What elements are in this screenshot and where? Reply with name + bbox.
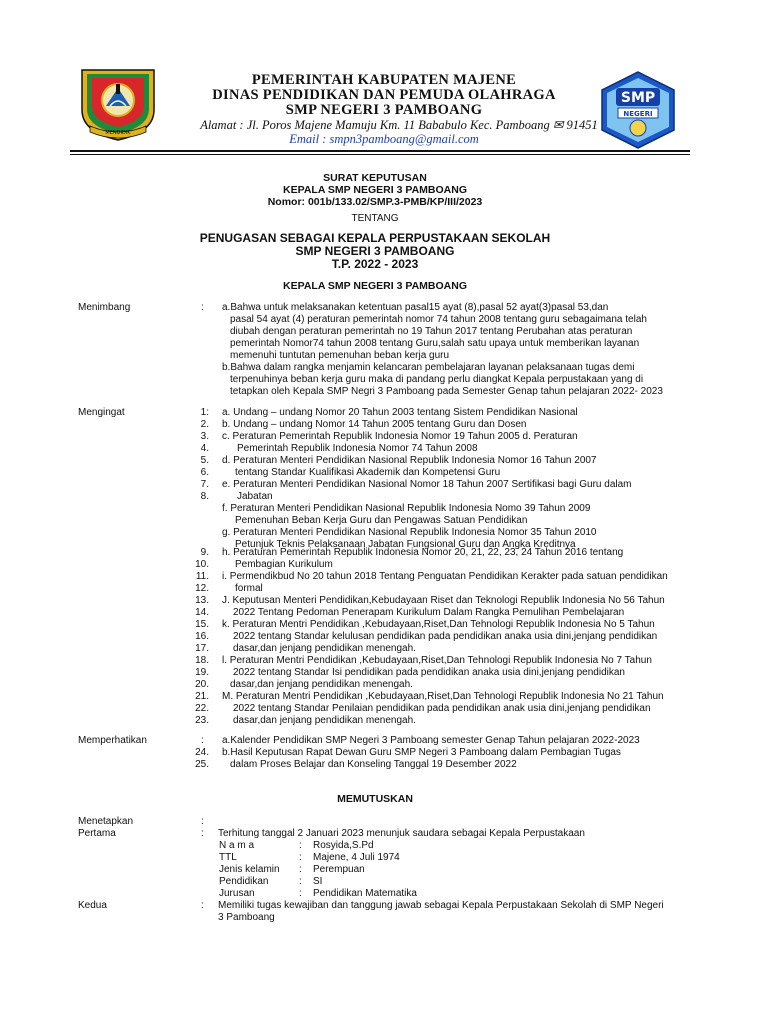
- mengingat-line: dasar,dan jenjang pendidikan menengah.: [230, 679, 413, 690]
- mengingat-line: Petunjuk Teknis Pelaksanaan Jabatan Fungsional Guru dan Angka Kreditnya: [235, 539, 576, 550]
- detail-value: Majene, 4 Juli 1974: [313, 852, 400, 863]
- mengingat-line: Jabatan: [237, 491, 273, 502]
- mengingat-num: 18.: [195, 655, 209, 666]
- mengingat-line: dasar,dan jenjang pendidikan menengah.: [233, 643, 416, 654]
- kop-email: Email : smpn3pamboang@gmail.com: [289, 132, 479, 146]
- subject-line2: SMP NEGERI 3 PAMBOANG: [295, 244, 455, 258]
- detail-colon: :: [299, 888, 302, 899]
- mengingat-line: k. Peraturan Mentri Pendidikan ,Kebudayaan,Riset,Dan Tehnologi Republik Indonesia No 5 Tahun: [222, 619, 655, 630]
- mengingat-num: 17.: [195, 643, 209, 654]
- memperhatikan-num: 24.: [195, 747, 209, 758]
- memperhatikan-colon: :: [201, 735, 204, 746]
- mengingat-num: 15.: [195, 619, 209, 630]
- kop-alamat: Alamat : Jl. Poros Majene Mamuju Km. 11 Bababulo Kec. Pamboang ✉ 91451: [200, 118, 598, 132]
- majene-logo-text: MENDIDIK: [105, 130, 131, 136]
- mengingat-num: 22.: [195, 703, 209, 714]
- mengingat-line: 2022 tentang Standar kelulusan pendidikan pada pendidikan anaka usia dini,jenjang pendidikan: [233, 631, 658, 642]
- mengingat-line: formal: [235, 583, 263, 594]
- kop-rule-thick: [70, 150, 690, 152]
- mengingat-line: h. Peraturan Pemerintah Republik Indonesia Nomor 20, 21, 22, 23, 24 Tahun 2016 tentang: [222, 547, 624, 558]
- mengingat-line: a. Undang – undang Nomor 20 Tahun 2003 tentang Sistem Pendidikan Nasional: [222, 407, 578, 418]
- memperhatikan-line: b.Hasil Keputusan Rapat Dewan Guru SMP Negeri 3 Pamboang dalam Pembagian Tugas: [222, 747, 621, 758]
- memperhatikan-num: 25.: [195, 759, 209, 770]
- mengingat-num: 12.: [195, 583, 209, 594]
- menimbang-label: Menimbang: [78, 302, 131, 313]
- mengingat-line: Pembagian Kurikulum: [235, 559, 333, 570]
- mengingat-num: 4.: [200, 443, 209, 454]
- menimbang-line: pemerintah Nomor74 tahun 2008 tentang Guru,salah satu upaya untuk memberikan layanan: [230, 338, 640, 349]
- kedua-colon: :: [201, 900, 204, 911]
- mengingat-num: 5.: [200, 455, 209, 466]
- detail-colon: :: [299, 840, 302, 851]
- title-by: KEPALA SMP NEGERI 3 PAMBOANG: [283, 280, 467, 292]
- menimbang-line: pasal 54 ayat (4) peraturan pemerintah nomor 74 tahun 2008 tentang guru sebagaimana telah: [230, 314, 647, 325]
- mengingat-num: 3.: [200, 431, 209, 442]
- mengingat-line: e. Peraturan Menteri Pendidikan Nasional Nomor 18 Tahun 2007 Sertifikasi bagi Guru dalam: [222, 479, 632, 490]
- menetapkan-colon: :: [201, 816, 204, 827]
- detail-value: Pendidikan Matematika: [313, 888, 417, 899]
- mengingat-num: 9.: [200, 547, 209, 558]
- memperhatikan-line: dalam Proses Belajar dan Konseling Tanggal 19 Desember 2022: [230, 759, 517, 770]
- detail-colon: :: [299, 852, 302, 863]
- mengingat-line: l. Peraturan Mentri Pendidikan ,Kebudayaan,Riset,Dan Tehnologi Republik Indonesia No 7 Tahun: [222, 655, 652, 666]
- mengingat-line: c. Peraturan Pemerintah Republik Indonesia Nomor 19 Tahun 2005 d. Peraturan: [222, 431, 578, 442]
- mengingat-num: 19.: [195, 667, 209, 678]
- menimbang-line: diubah dengan peraturan pemerintah no 19 Tahun 2017 tentang Perubahan atas peraturan: [230, 326, 633, 337]
- mengingat-num: 21.: [195, 691, 209, 702]
- mengingat-line: J. Keputusan Menteri Pendidikan,Kebudayaan Riset dan Teknologi Republik Indonesia No 56 Tahun: [222, 595, 665, 606]
- menimbang-line: memenuhi tuntutan pemenuhan beban kerja guru: [230, 350, 450, 361]
- mengingat-label: Mengingat: [78, 407, 125, 418]
- detail-key: TTL: [219, 852, 237, 863]
- kedua-line: 3 Pamboang: [218, 912, 275, 923]
- mengingat-num: 20.: [195, 679, 209, 690]
- menimbang-line: terpenuhinya beban kerja guru maka di pandang perlu diangkat Kepala perpustakaan yang di: [230, 374, 644, 385]
- kedua-line: Memiliki tugas kewajiban dan tanggung jawab sebagai Kepala Perpustakaan Sekolah di SMP Negeri: [218, 900, 664, 911]
- mengingat-line: 2022 tentang Standar Isi pendidikan pada pendidikan anaka usia dini,jenjang pendidikan: [233, 667, 625, 678]
- smp-logo-top: SMP: [620, 90, 656, 106]
- mengingat-line: i. Permendikbud No 20 tahun 2018 Tentang Penguatan Pendidikan Kerakter pada satuan pendidikan: [222, 571, 668, 582]
- kop-rule-thin: [70, 154, 690, 155]
- memperhatikan-line: a.Kalender Pendidikan SMP Negeri 3 Pamboang semester Genap Tahun pelajaran 2022-2023: [222, 735, 640, 746]
- mengingat-line: dasar,dan jenjang pendidikan menengah.: [233, 715, 416, 726]
- detail-colon: :: [299, 864, 302, 875]
- title-surat: SURAT KEPUTUSAN: [323, 172, 427, 184]
- mengingat-line: f. Peraturan Menteri Pendidikan Nasional Republik Indonesia Nomo 39 Tahun 2009: [222, 503, 591, 514]
- pertama-label: Pertama: [78, 828, 116, 839]
- detail-value: SI: [313, 876, 323, 887]
- subject-line3: T.P. 2022 - 2023: [331, 257, 419, 271]
- kop-sekolah: SMP NEGERI 3 PAMBOANG: [285, 102, 483, 118]
- memperhatikan-label: Memperhatikan: [78, 735, 147, 746]
- subject-line1: PENUGASAN SEBAGAI KEPALA PERPUSTAKAAN SEKOLAH: [199, 231, 551, 245]
- kop-pemerintah: PEMERINTAH KABUPATEN MAJENE: [251, 72, 517, 88]
- detail-value: Perempuan: [313, 864, 365, 875]
- detail-value: Rosyida,S.Pd: [313, 840, 374, 851]
- mengingat-num: 6.: [200, 467, 209, 478]
- kedua-label: Kedua: [78, 900, 107, 911]
- mengingat-num: 8.: [200, 491, 209, 502]
- detail-colon: :: [299, 876, 302, 887]
- menimbang-line: tetapkan oleh Kepala SMP Negri 3 Pamboang pada Semester Genap tahun pelajaran 2022- 2023: [230, 386, 663, 397]
- detail-key: Jenis kelamin: [219, 864, 280, 875]
- mengingat-line: g. Peraturan Menteri Pendidikan Nasional Republik Indonesia Nomor 35 Tahun 2010: [222, 527, 597, 538]
- memutuskan-heading: MEMUTUSKAN: [337, 793, 413, 805]
- mengingat-line: M. Peraturan Mentri Pendidikan ,Kebudayaan,Riset,Dan Tehnologi Republik Indonesia No 21 Tahun: [222, 691, 664, 702]
- menetapkan-label: Menetapkan: [78, 816, 134, 827]
- pertama-colon: :: [201, 828, 204, 839]
- mengingat-line: Pemenuhan Beban Kerja Guru dan Pengawas Satuan Pendidikan: [235, 515, 528, 526]
- mengingat-num: 10.: [195, 559, 209, 570]
- mengingat-line: 2022 Tentang Pedoman Penerapam Kurikulum Dalam Rangka Pemulihan Pembelajaran: [233, 607, 625, 618]
- detail-key: N a m a: [219, 840, 255, 851]
- pertama-text: Terhitung tanggal 2 Januari 2023 menunjuk saudara sebagai Kepala Perpustakaan: [218, 828, 585, 839]
- mengingat-num: 7.: [200, 479, 209, 490]
- mengingat-line: b. Undang – undang Nomor 14 Tahun 2005 tentang Guru dan Dosen: [222, 419, 527, 430]
- mengingat-num: 16.: [195, 631, 209, 642]
- mengingat-line: Pemerintah Republik Indonesia Nomor 74 Tahun 2008: [237, 443, 478, 454]
- menimbang-line: b.Bahwa dalam rangka menjamin kelancaran pembelajaran layanan pelaksanaan tugas demi: [222, 362, 635, 373]
- detail-key: Pendidikan: [219, 876, 269, 887]
- mengingat-num: 13.: [195, 595, 209, 606]
- menimbang-colon: :: [201, 302, 204, 313]
- mengingat-line: 2022 tentang Standar Penilaian pendidikan pada pendidikan anak usia dini,jenjang pendidikan: [233, 703, 651, 714]
- title-tentang: TENTANG: [351, 213, 399, 224]
- smp-logo-mid: NEGERI: [623, 110, 653, 118]
- kop-dinas: DINAS PENDIDIKAN DAN PEMUDA OLAHRAGA: [212, 87, 556, 103]
- mengingat-num: 14.: [195, 607, 209, 618]
- mengingat-line: tentang Standar Kualifikasi Akademik dan Kompetensi Guru: [235, 467, 501, 478]
- mengingat-num: 1:: [200, 407, 209, 418]
- mengingat-num: 2.: [200, 419, 209, 430]
- title-nomor: Nomor: 001b/133.02/SMP.3-PMB/KP/III/2023: [267, 196, 483, 208]
- detail-key: Jurusan: [219, 888, 255, 899]
- mengingat-num: 23.: [195, 715, 209, 726]
- mengingat-num: 11.: [195, 571, 209, 582]
- mengingat-line: d. Peraturan Menteri Pendidikan Nasional Republik Indonesia Nomor 16 Tahun 2007: [222, 455, 597, 466]
- menimbang-line: a.Bahwa untuk melaksanakan ketentuan pasal15 ayat (8),pasal 52 ayat(3)pasal 53,dan: [222, 302, 609, 313]
- title-kepala: KEPALA SMP NEGERI 3 PAMBOANG: [283, 184, 467, 196]
